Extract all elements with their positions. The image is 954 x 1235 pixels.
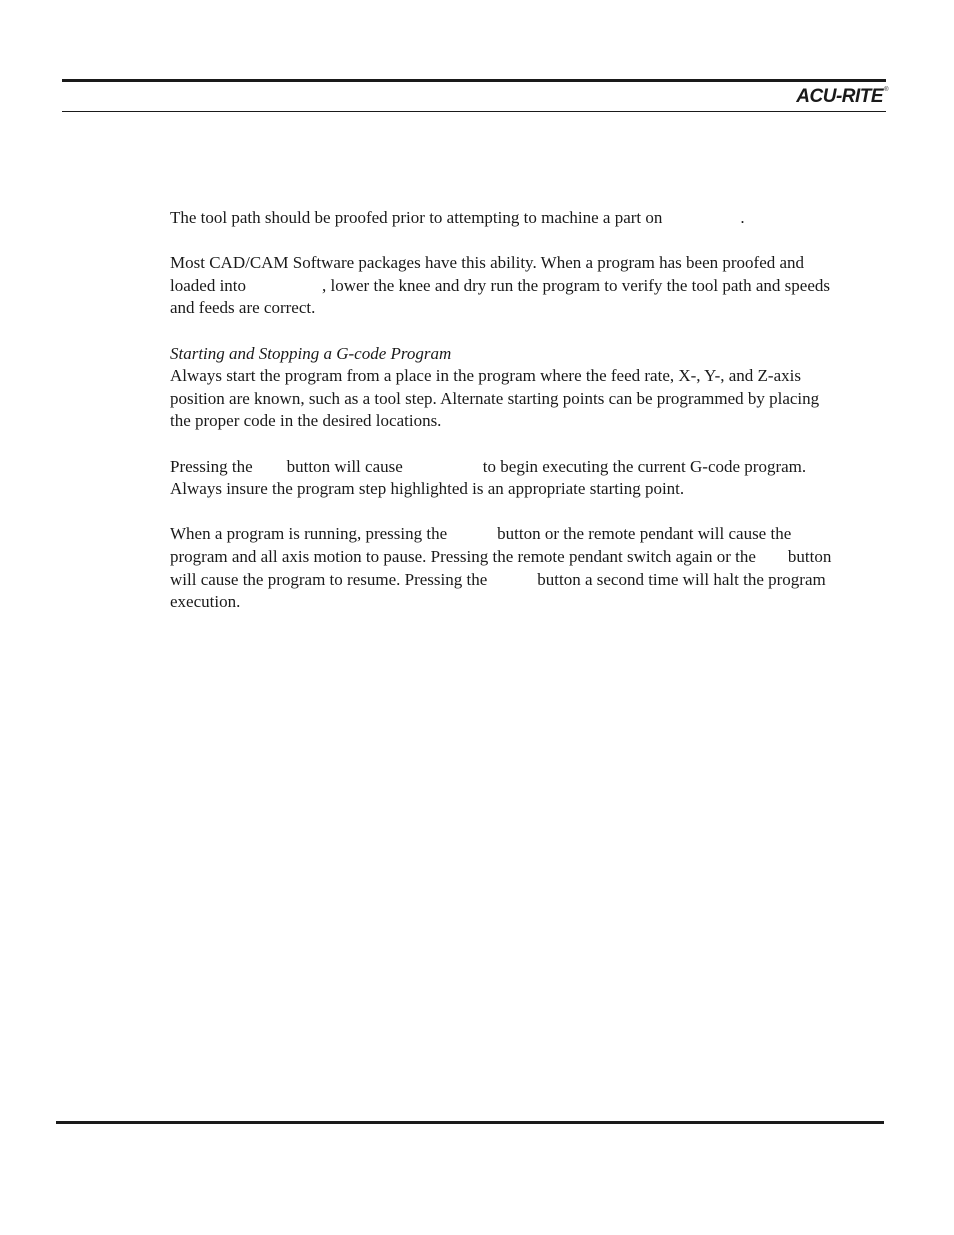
- p5-text-c: button will cause the program to resume. Pressing the: [170, 546, 832, 589]
- p1-text-a: The tool path should be proofed prior to attempting to machine a part on: [170, 208, 663, 227]
- p2-text-a: Most CAD/CAM Software packages have this ability. When a program has been proofed and loaded into: [170, 253, 805, 295]
- page-body: [170, 207, 842, 636]
- section-starting-stopping: [170, 343, 842, 433]
- section-text: Always start the program from a place in the program where the feed rate, X-, Y-, and Z-axis position are known, such as a tool step. Alternate starting points can be programmed by placing the proper code in the desired locations.: [170, 366, 820, 431]
- header-rule-thick: [62, 79, 886, 82]
- paragraph-running: [170, 523, 842, 613]
- footer-rule: [56, 1121, 884, 1124]
- section-heading: Starting and Stopping a G-code Program: [170, 343, 452, 363]
- header-rule-thin: [62, 111, 886, 112]
- registered-mark: ®: [884, 87, 888, 93]
- p2-text-b: , lower the knee and dry run the program to verify the tool path and speeds and feeds are correct.: [170, 275, 830, 318]
- paragraph-proofing: [170, 207, 842, 230]
- p4-text-b: button will cause: [286, 456, 403, 476]
- acu-rite-logo: [796, 86, 888, 108]
- paragraph-cad-cam: [170, 252, 842, 320]
- paragraph-pressing: [170, 456, 842, 501]
- logo-text: ACU-RITE: [796, 86, 884, 107]
- p4-text-a: Pressing the: [170, 456, 253, 476]
- p5-text-b: button or the remote pendant will cause the program and all axis motion to pause. Pressing the remote pendant switch again or the: [170, 524, 792, 566]
- p4-text-c: to begin executing the current G-code program. Always insure the program step highlighted is an appropriate starting point.: [170, 456, 807, 499]
- p5-text-a: When a program is running, pressing the: [170, 524, 448, 544]
- p5-text-d: button a second time will halt the program execution.: [170, 569, 826, 612]
- p1-text-b: .: [740, 208, 745, 227]
